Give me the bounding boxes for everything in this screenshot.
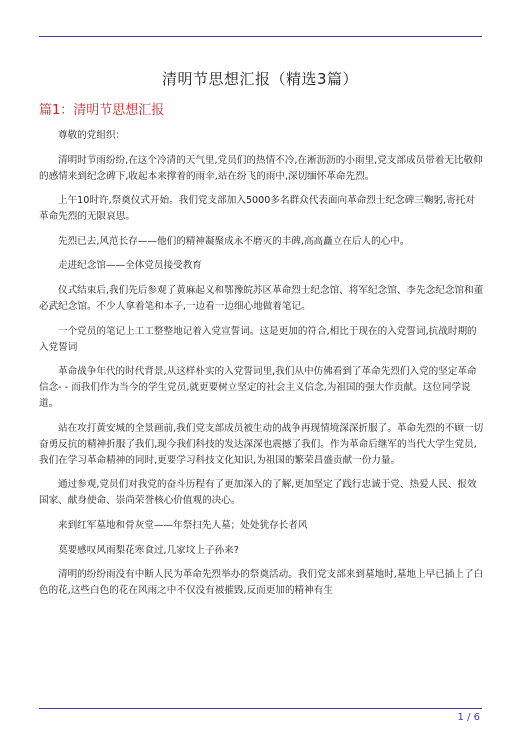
subheading: 来到红军墓地和骨灰堂——年祭扫先人墓；处处犹存长者风 (58, 519, 308, 531)
section-heading: 篇1：清明节思想汇报 (39, 103, 165, 118)
paragraph: 站在攻打黄安城的全景画前,我们党支部成员被生动的战争再现情境深深折服了。革命先烈的不顾一切奋勇反抗的精神折服了我们,现今我们科技的发达深深也震撼了我们。作为革命后继军的当代大学生党员,我们在学习革命精神的同时,更要学习科技文化知识,为祖国的繁荣昌盛贡献一份力量。 (39, 422, 484, 466)
page-number: 1 / 6 (457, 712, 480, 723)
document-title: 清明节思想汇报（精选3篇） (161, 70, 359, 88)
paragraph: 一个党员的笔记上工工整整地记着入党宣誓词。这是更加的符合,相比于现在的入党誓词,抗战时期的入党誓词 (39, 325, 477, 353)
paragraph: 革命战争年代的时代背景,从这样朴实的入党誓词里,我们从中仿佛看到了革命先烈们入党的坚定革命信念- - 而我们作为当今的学生党员,就更要树立坚定的社会主义信念,为祖国的强大作贡献。这位同学说道。 (39, 366, 477, 410)
paragraph: 上午10时许,祭奠仪式开始。我们党支部加入5000多名群众代表面向革命烈士纪念碑三鞠躬,寄托对革命先烈的无限哀思。 (39, 195, 475, 223)
subheading: 走进纪念馆——全体党员接受教育 (58, 260, 202, 272)
paragraph: 先烈已去,风范长存——他们的精神凝聚成永不磨灭的丰碑,高高矗立在后人的心中。 (58, 235, 410, 247)
footer-rule (39, 708, 482, 709)
paragraph: 通过参观,党员们对我党的奋斗历程有了更加深入的了解,更加坚定了践行忠诚于党、热爱人民、报效国家、献身使命、崇尚荣誉核心价值观的决心。 (39, 479, 477, 507)
header-rule (39, 36, 482, 37)
salutation: 尊敬的党组织： (58, 130, 126, 141)
paragraph: 仪式结束后,我们先后参观了黄麻起义和鄂豫皖苏区革命烈士纪念馆、将军纪念馆、李先念纪念馆和董必武纪念馆。不少人拿着笔和本子,一边看一边细心地做着笔记。 (39, 284, 484, 312)
paragraph: 清明的纷纷雨没有中断人民为革命先烈举办的祭奠活动。我们党支部来到墓地时,墓地上早已插上了白色的花,这些白色的花在风雨之中不仅没有被摧毁,反而更加的精神有生 (39, 569, 484, 597)
paragraph: 清明时节雨纷纷,在这个冷清的天气里,党员们的热情不冷,在淅沥沥的小雨里,党支部成员带着无比敬仰的感情来到纪念碑下,收起本来撑着的雨伞,站在纷飞的雨中,深切缅怀革命先烈。 (39, 154, 483, 182)
document-body (39, 128, 484, 608)
paragraph: 莫要感叹风雨梨花寒食过,几家坟上子孙来? (58, 544, 239, 556)
